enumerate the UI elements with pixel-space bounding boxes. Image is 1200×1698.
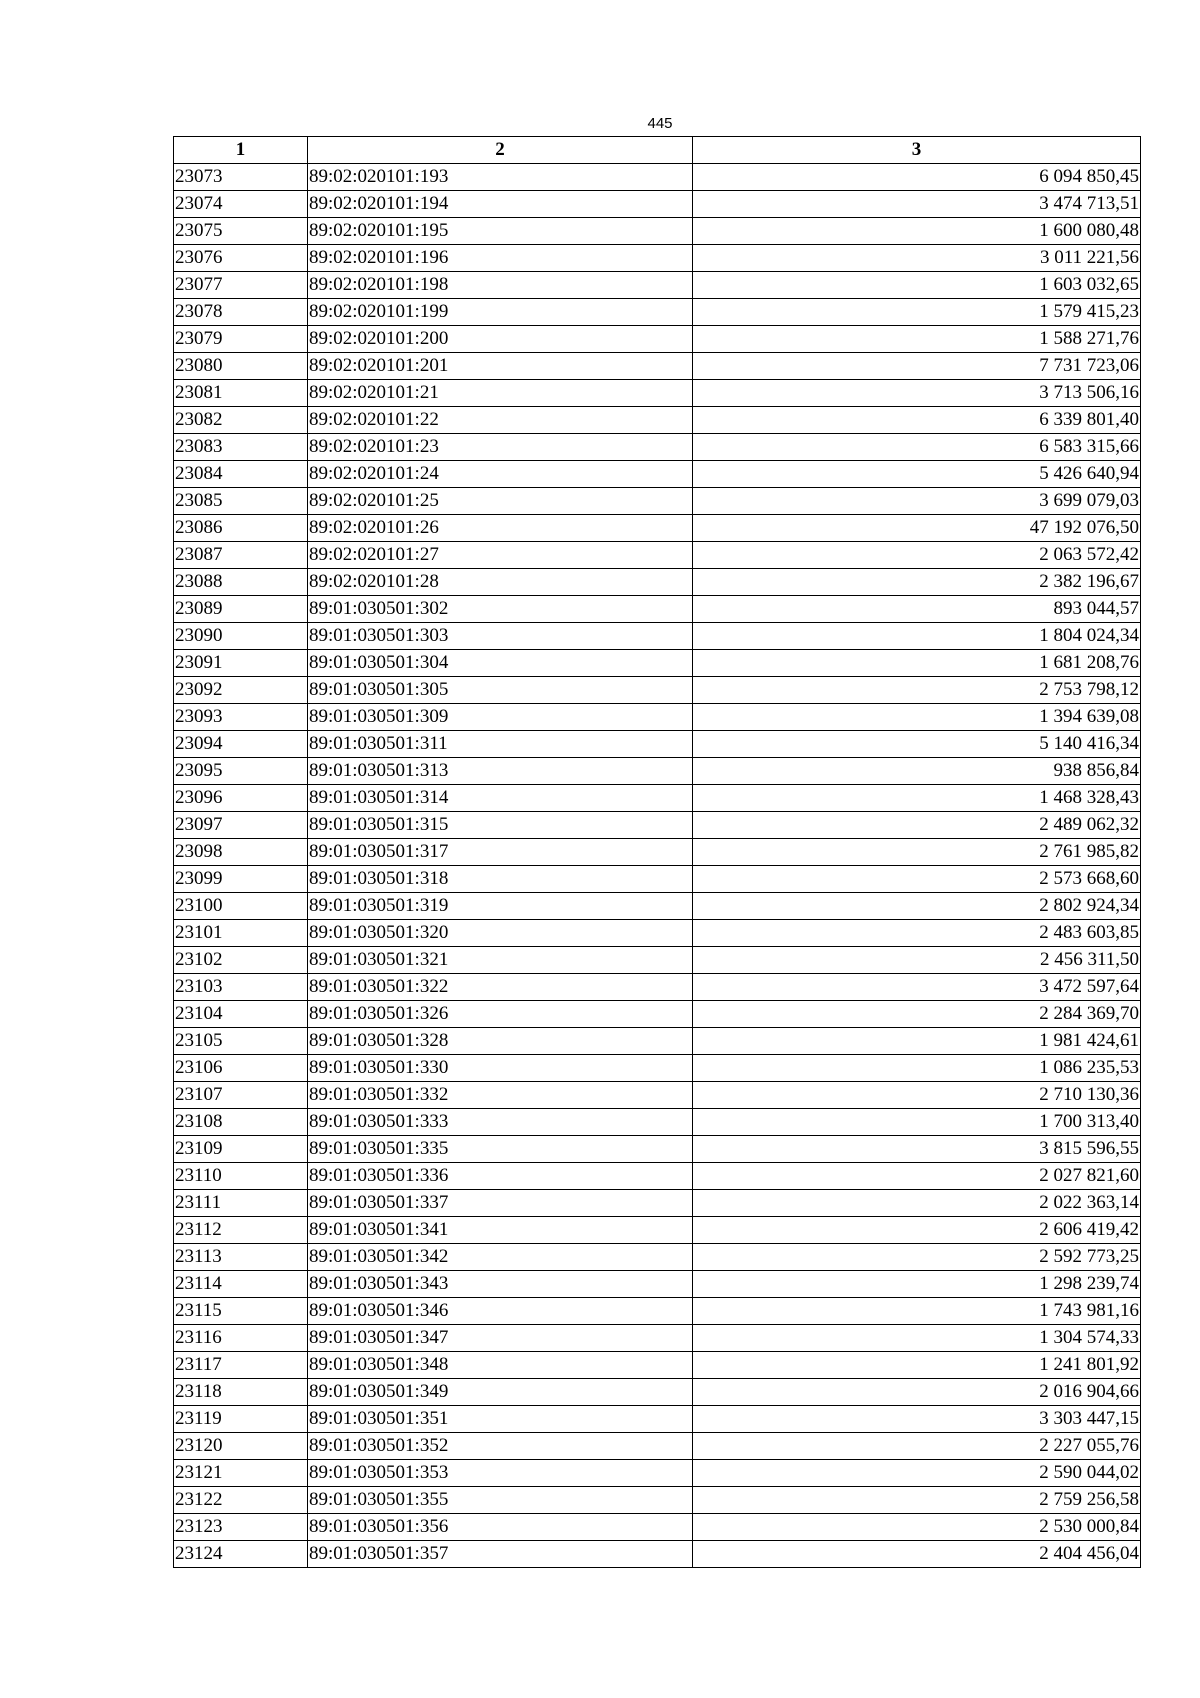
table-row <box>174 650 1141 677</box>
row-number-cell: 23093 <box>174 704 308 731</box>
cadastral-number-cell: 89:01:030501:343 <box>308 1271 693 1298</box>
cadastral-number-cell: 89:01:030501:356 <box>308 1514 693 1541</box>
cadastral-number-cell: 89:01:030501:318 <box>308 866 693 893</box>
page-number: 445 <box>647 115 673 132</box>
table-row <box>174 596 1141 623</box>
table-row <box>174 191 1141 218</box>
cadastral-number-cell: 89:01:030501:322 <box>308 974 693 1001</box>
cadastral-number-cell: 89:01:030501:333 <box>308 1109 693 1136</box>
row-number-cell: 23076 <box>174 245 308 272</box>
header-row <box>174 137 1141 164</box>
cadastral-number-cell: 89:01:030501:321 <box>308 947 693 974</box>
value-cell: 2 404 456,04 <box>693 1541 1141 1568</box>
value-cell: 3 713 506,16 <box>693 380 1141 407</box>
table-row <box>174 812 1141 839</box>
table-row <box>174 974 1141 1001</box>
value-cell: 938 856,84 <box>693 758 1141 785</box>
cadastral-number-cell: 89:01:030501:314 <box>308 785 693 812</box>
cadastral-number-cell: 89:02:020101:28 <box>308 569 693 596</box>
row-number-cell: 23117 <box>174 1352 308 1379</box>
cadastral-number-cell: 89:01:030501:355 <box>308 1487 693 1514</box>
registry-table <box>173 136 1141 1568</box>
row-number-cell: 23083 <box>174 434 308 461</box>
row-number-cell: 23114 <box>174 1271 308 1298</box>
value-cell: 1 600 080,48 <box>693 218 1141 245</box>
row-number-cell: 23078 <box>174 299 308 326</box>
row-number-cell: 23105 <box>174 1028 308 1055</box>
value-cell: 2 710 130,36 <box>693 1082 1141 1109</box>
row-number-cell: 23101 <box>174 920 308 947</box>
value-cell: 5 426 640,94 <box>693 461 1141 488</box>
table-row <box>174 677 1141 704</box>
row-number-cell: 23123 <box>174 1514 308 1541</box>
cadastral-number-cell: 89:02:020101:195 <box>308 218 693 245</box>
table-row <box>174 1487 1141 1514</box>
row-number-cell: 23122 <box>174 1487 308 1514</box>
table-row <box>174 1055 1141 1082</box>
cadastral-number-cell: 89:01:030501:353 <box>308 1460 693 1487</box>
cadastral-number-cell: 89:01:030501:328 <box>308 1028 693 1055</box>
cadastral-number-cell: 89:01:030501:351 <box>308 1406 693 1433</box>
value-cell: 1 579 415,23 <box>693 299 1141 326</box>
row-number-cell: 23075 <box>174 218 308 245</box>
table-row <box>174 407 1141 434</box>
row-number-cell: 23088 <box>174 569 308 596</box>
row-number-cell: 23106 <box>174 1055 308 1082</box>
column-header-number: 1 <box>174 137 308 164</box>
table-row <box>174 866 1141 893</box>
cadastral-number-cell: 89:02:020101:200 <box>308 326 693 353</box>
value-cell: 2 483 603,85 <box>693 920 1141 947</box>
row-number-cell: 23087 <box>174 542 308 569</box>
row-number-cell: 23120 <box>174 1433 308 1460</box>
row-number-cell: 23118 <box>174 1379 308 1406</box>
row-number-cell: 23080 <box>174 353 308 380</box>
value-cell: 2 590 044,02 <box>693 1460 1141 1487</box>
column-header-cadastral-number: 2 <box>308 137 693 164</box>
cadastral-number-cell: 89:01:030501:336 <box>308 1163 693 1190</box>
row-number-cell: 23098 <box>174 839 308 866</box>
row-number-cell: 23097 <box>174 812 308 839</box>
row-number-cell: 23111 <box>174 1190 308 1217</box>
row-number-cell: 23119 <box>174 1406 308 1433</box>
table-row <box>174 164 1141 191</box>
cadastral-number-cell: 89:02:020101:196 <box>308 245 693 272</box>
row-number-cell: 23115 <box>174 1298 308 1325</box>
row-number-cell: 23090 <box>174 623 308 650</box>
table-row <box>174 272 1141 299</box>
table-row <box>174 1352 1141 1379</box>
table-row <box>174 218 1141 245</box>
row-number-cell: 23091 <box>174 650 308 677</box>
row-number-cell: 23107 <box>174 1082 308 1109</box>
value-cell: 3 472 597,64 <box>693 974 1141 1001</box>
table-row <box>174 1406 1141 1433</box>
cadastral-number-cell: 89:01:030501:326 <box>308 1001 693 1028</box>
value-cell: 2 063 572,42 <box>693 542 1141 569</box>
row-number-cell: 23084 <box>174 461 308 488</box>
table-row <box>174 1541 1141 1568</box>
cadastral-number-cell: 89:01:030501:335 <box>308 1136 693 1163</box>
cadastral-number-cell: 89:01:030501:302 <box>308 596 693 623</box>
table-row <box>174 515 1141 542</box>
cadastral-number-cell: 89:02:020101:24 <box>308 461 693 488</box>
table-row <box>174 299 1141 326</box>
value-cell: 3 815 596,55 <box>693 1136 1141 1163</box>
table-row <box>174 1109 1141 1136</box>
row-number-cell: 23103 <box>174 974 308 1001</box>
value-cell: 6 094 850,45 <box>693 164 1141 191</box>
value-cell: 2 284 369,70 <box>693 1001 1141 1028</box>
table-row <box>174 1514 1141 1541</box>
row-number-cell: 23073 <box>174 164 308 191</box>
value-cell: 2 227 055,76 <box>693 1433 1141 1460</box>
row-number-cell: 23079 <box>174 326 308 353</box>
table-row <box>174 488 1141 515</box>
value-cell: 1 468 328,43 <box>693 785 1141 812</box>
table-row <box>174 1136 1141 1163</box>
value-cell: 2 606 419,42 <box>693 1217 1141 1244</box>
value-cell: 2 802 924,34 <box>693 893 1141 920</box>
table-row <box>174 785 1141 812</box>
value-cell: 1 743 981,16 <box>693 1298 1141 1325</box>
table-row <box>174 380 1141 407</box>
row-number-cell: 23104 <box>174 1001 308 1028</box>
cadastral-number-cell: 89:01:030501:357 <box>308 1541 693 1568</box>
row-number-cell: 23089 <box>174 596 308 623</box>
table-row <box>174 839 1141 866</box>
cadastral-number-cell: 89:02:020101:193 <box>308 164 693 191</box>
value-cell: 1 700 313,40 <box>693 1109 1141 1136</box>
value-cell: 2 530 000,84 <box>693 1514 1141 1541</box>
value-cell: 1 603 032,65 <box>693 272 1141 299</box>
cadastral-number-cell: 89:01:030501:346 <box>308 1298 693 1325</box>
table-row <box>174 1163 1141 1190</box>
value-cell: 1 588 271,76 <box>693 326 1141 353</box>
value-cell: 2 753 798,12 <box>693 677 1141 704</box>
table-row <box>174 569 1141 596</box>
column-header-value: 3 <box>693 137 1141 164</box>
table-row <box>174 758 1141 785</box>
table-row <box>174 1244 1141 1271</box>
table-row <box>174 1217 1141 1244</box>
cadastral-number-cell: 89:01:030501:330 <box>308 1055 693 1082</box>
value-cell: 2 761 985,82 <box>693 839 1141 866</box>
table-row <box>174 1379 1141 1406</box>
value-cell: 2 573 668,60 <box>693 866 1141 893</box>
row-number-cell: 23077 <box>174 272 308 299</box>
table-row <box>174 1325 1141 1352</box>
cadastral-number-cell: 89:01:030501:309 <box>308 704 693 731</box>
cadastral-number-cell: 89:01:030501:332 <box>308 1082 693 1109</box>
table-row <box>174 1001 1141 1028</box>
cadastral-number-cell: 89:02:020101:25 <box>308 488 693 515</box>
table-row <box>174 893 1141 920</box>
cadastral-number-cell: 89:01:030501:311 <box>308 731 693 758</box>
value-cell: 3 699 079,03 <box>693 488 1141 515</box>
value-cell: 3 011 221,56 <box>693 245 1141 272</box>
row-number-cell: 23086 <box>174 515 308 542</box>
table-row <box>174 947 1141 974</box>
cadastral-number-cell: 89:02:020101:199 <box>308 299 693 326</box>
table-row <box>174 542 1141 569</box>
value-cell: 6 339 801,40 <box>693 407 1141 434</box>
cadastral-number-cell: 89:01:030501:349 <box>308 1379 693 1406</box>
value-cell: 1 241 801,92 <box>693 1352 1141 1379</box>
row-number-cell: 23095 <box>174 758 308 785</box>
cadastral-number-cell: 89:01:030501:319 <box>308 893 693 920</box>
row-number-cell: 23124 <box>174 1541 308 1568</box>
cadastral-number-cell: 89:02:020101:194 <box>308 191 693 218</box>
cadastral-number-cell: 89:01:030501:348 <box>308 1352 693 1379</box>
table-row <box>174 1460 1141 1487</box>
value-cell: 3 474 713,51 <box>693 191 1141 218</box>
cadastral-number-cell: 89:01:030501:320 <box>308 920 693 947</box>
row-number-cell: 23096 <box>174 785 308 812</box>
cadastral-number-cell: 89:02:020101:198 <box>308 272 693 299</box>
table-row <box>174 461 1141 488</box>
row-number-cell: 23110 <box>174 1163 308 1190</box>
value-cell: 1 298 239,74 <box>693 1271 1141 1298</box>
cadastral-number-cell: 89:01:030501:342 <box>308 1244 693 1271</box>
table-row <box>174 731 1141 758</box>
row-number-cell: 23108 <box>174 1109 308 1136</box>
row-number-cell: 23074 <box>174 191 308 218</box>
cadastral-number-cell: 89:02:020101:21 <box>308 380 693 407</box>
row-number-cell: 23082 <box>174 407 308 434</box>
table-row <box>174 434 1141 461</box>
cadastral-number-cell: 89:02:020101:22 <box>308 407 693 434</box>
cadastral-number-cell: 89:02:020101:23 <box>308 434 693 461</box>
row-number-cell: 23109 <box>174 1136 308 1163</box>
value-cell: 2 027 821,60 <box>693 1163 1141 1190</box>
cadastral-number-cell: 89:01:030501:303 <box>308 623 693 650</box>
table-row <box>174 245 1141 272</box>
value-cell: 7 731 723,06 <box>693 353 1141 380</box>
value-cell: 893 044,57 <box>693 596 1141 623</box>
table-row <box>174 1271 1141 1298</box>
table-row <box>174 1298 1141 1325</box>
table-row <box>174 1190 1141 1217</box>
cadastral-number-cell: 89:01:030501:315 <box>308 812 693 839</box>
row-number-cell: 23099 <box>174 866 308 893</box>
value-cell: 2 759 256,58 <box>693 1487 1141 1514</box>
row-number-cell: 23121 <box>174 1460 308 1487</box>
table-row <box>174 623 1141 650</box>
cadastral-number-cell: 89:01:030501:347 <box>308 1325 693 1352</box>
value-cell: 2 489 062,32 <box>693 812 1141 839</box>
cadastral-number-cell: 89:02:020101:27 <box>308 542 693 569</box>
value-cell: 2 016 904,66 <box>693 1379 1141 1406</box>
cadastral-number-cell: 89:01:030501:305 <box>308 677 693 704</box>
cadastral-number-cell: 89:01:030501:304 <box>308 650 693 677</box>
value-cell: 1 681 208,76 <box>693 650 1141 677</box>
cadastral-number-cell: 89:01:030501:352 <box>308 1433 693 1460</box>
row-number-cell: 23113 <box>174 1244 308 1271</box>
table-row <box>174 1028 1141 1055</box>
cadastral-number-cell: 89:01:030501:341 <box>308 1217 693 1244</box>
value-cell: 1 086 235,53 <box>693 1055 1141 1082</box>
row-number-cell: 23081 <box>174 380 308 407</box>
table-row <box>174 326 1141 353</box>
table-body <box>174 164 1141 1568</box>
value-cell: 6 583 315,66 <box>693 434 1141 461</box>
table-row <box>174 353 1141 380</box>
row-number-cell: 23094 <box>174 731 308 758</box>
table-row <box>174 1082 1141 1109</box>
value-cell: 2 382 196,67 <box>693 569 1141 596</box>
value-cell: 1 394 639,08 <box>693 704 1141 731</box>
table-row <box>174 920 1141 947</box>
row-number-cell: 23102 <box>174 947 308 974</box>
value-cell: 2 022 363,14 <box>693 1190 1141 1217</box>
cadastral-number-cell: 89:01:030501:313 <box>308 758 693 785</box>
cadastral-number-cell: 89:01:030501:317 <box>308 839 693 866</box>
row-number-cell: 23100 <box>174 893 308 920</box>
value-cell: 47 192 076,50 <box>693 515 1141 542</box>
cadastral-number-cell: 89:02:020101:201 <box>308 353 693 380</box>
value-cell: 3 303 447,15 <box>693 1406 1141 1433</box>
value-cell: 2 456 311,50 <box>693 947 1141 974</box>
value-cell: 1 804 024,34 <box>693 623 1141 650</box>
value-cell: 2 592 773,25 <box>693 1244 1141 1271</box>
value-cell: 5 140 416,34 <box>693 731 1141 758</box>
value-cell: 1 981 424,61 <box>693 1028 1141 1055</box>
table-header <box>174 137 1141 164</box>
value-cell: 1 304 574,33 <box>693 1325 1141 1352</box>
cadastral-number-cell: 89:01:030501:337 <box>308 1190 693 1217</box>
row-number-cell: 23092 <box>174 677 308 704</box>
cadastral-number-cell: 89:02:020101:26 <box>308 515 693 542</box>
table-row <box>174 704 1141 731</box>
row-number-cell: 23116 <box>174 1325 308 1352</box>
table-row <box>174 1433 1141 1460</box>
row-number-cell: 23112 <box>174 1217 308 1244</box>
row-number-cell: 23085 <box>174 488 308 515</box>
